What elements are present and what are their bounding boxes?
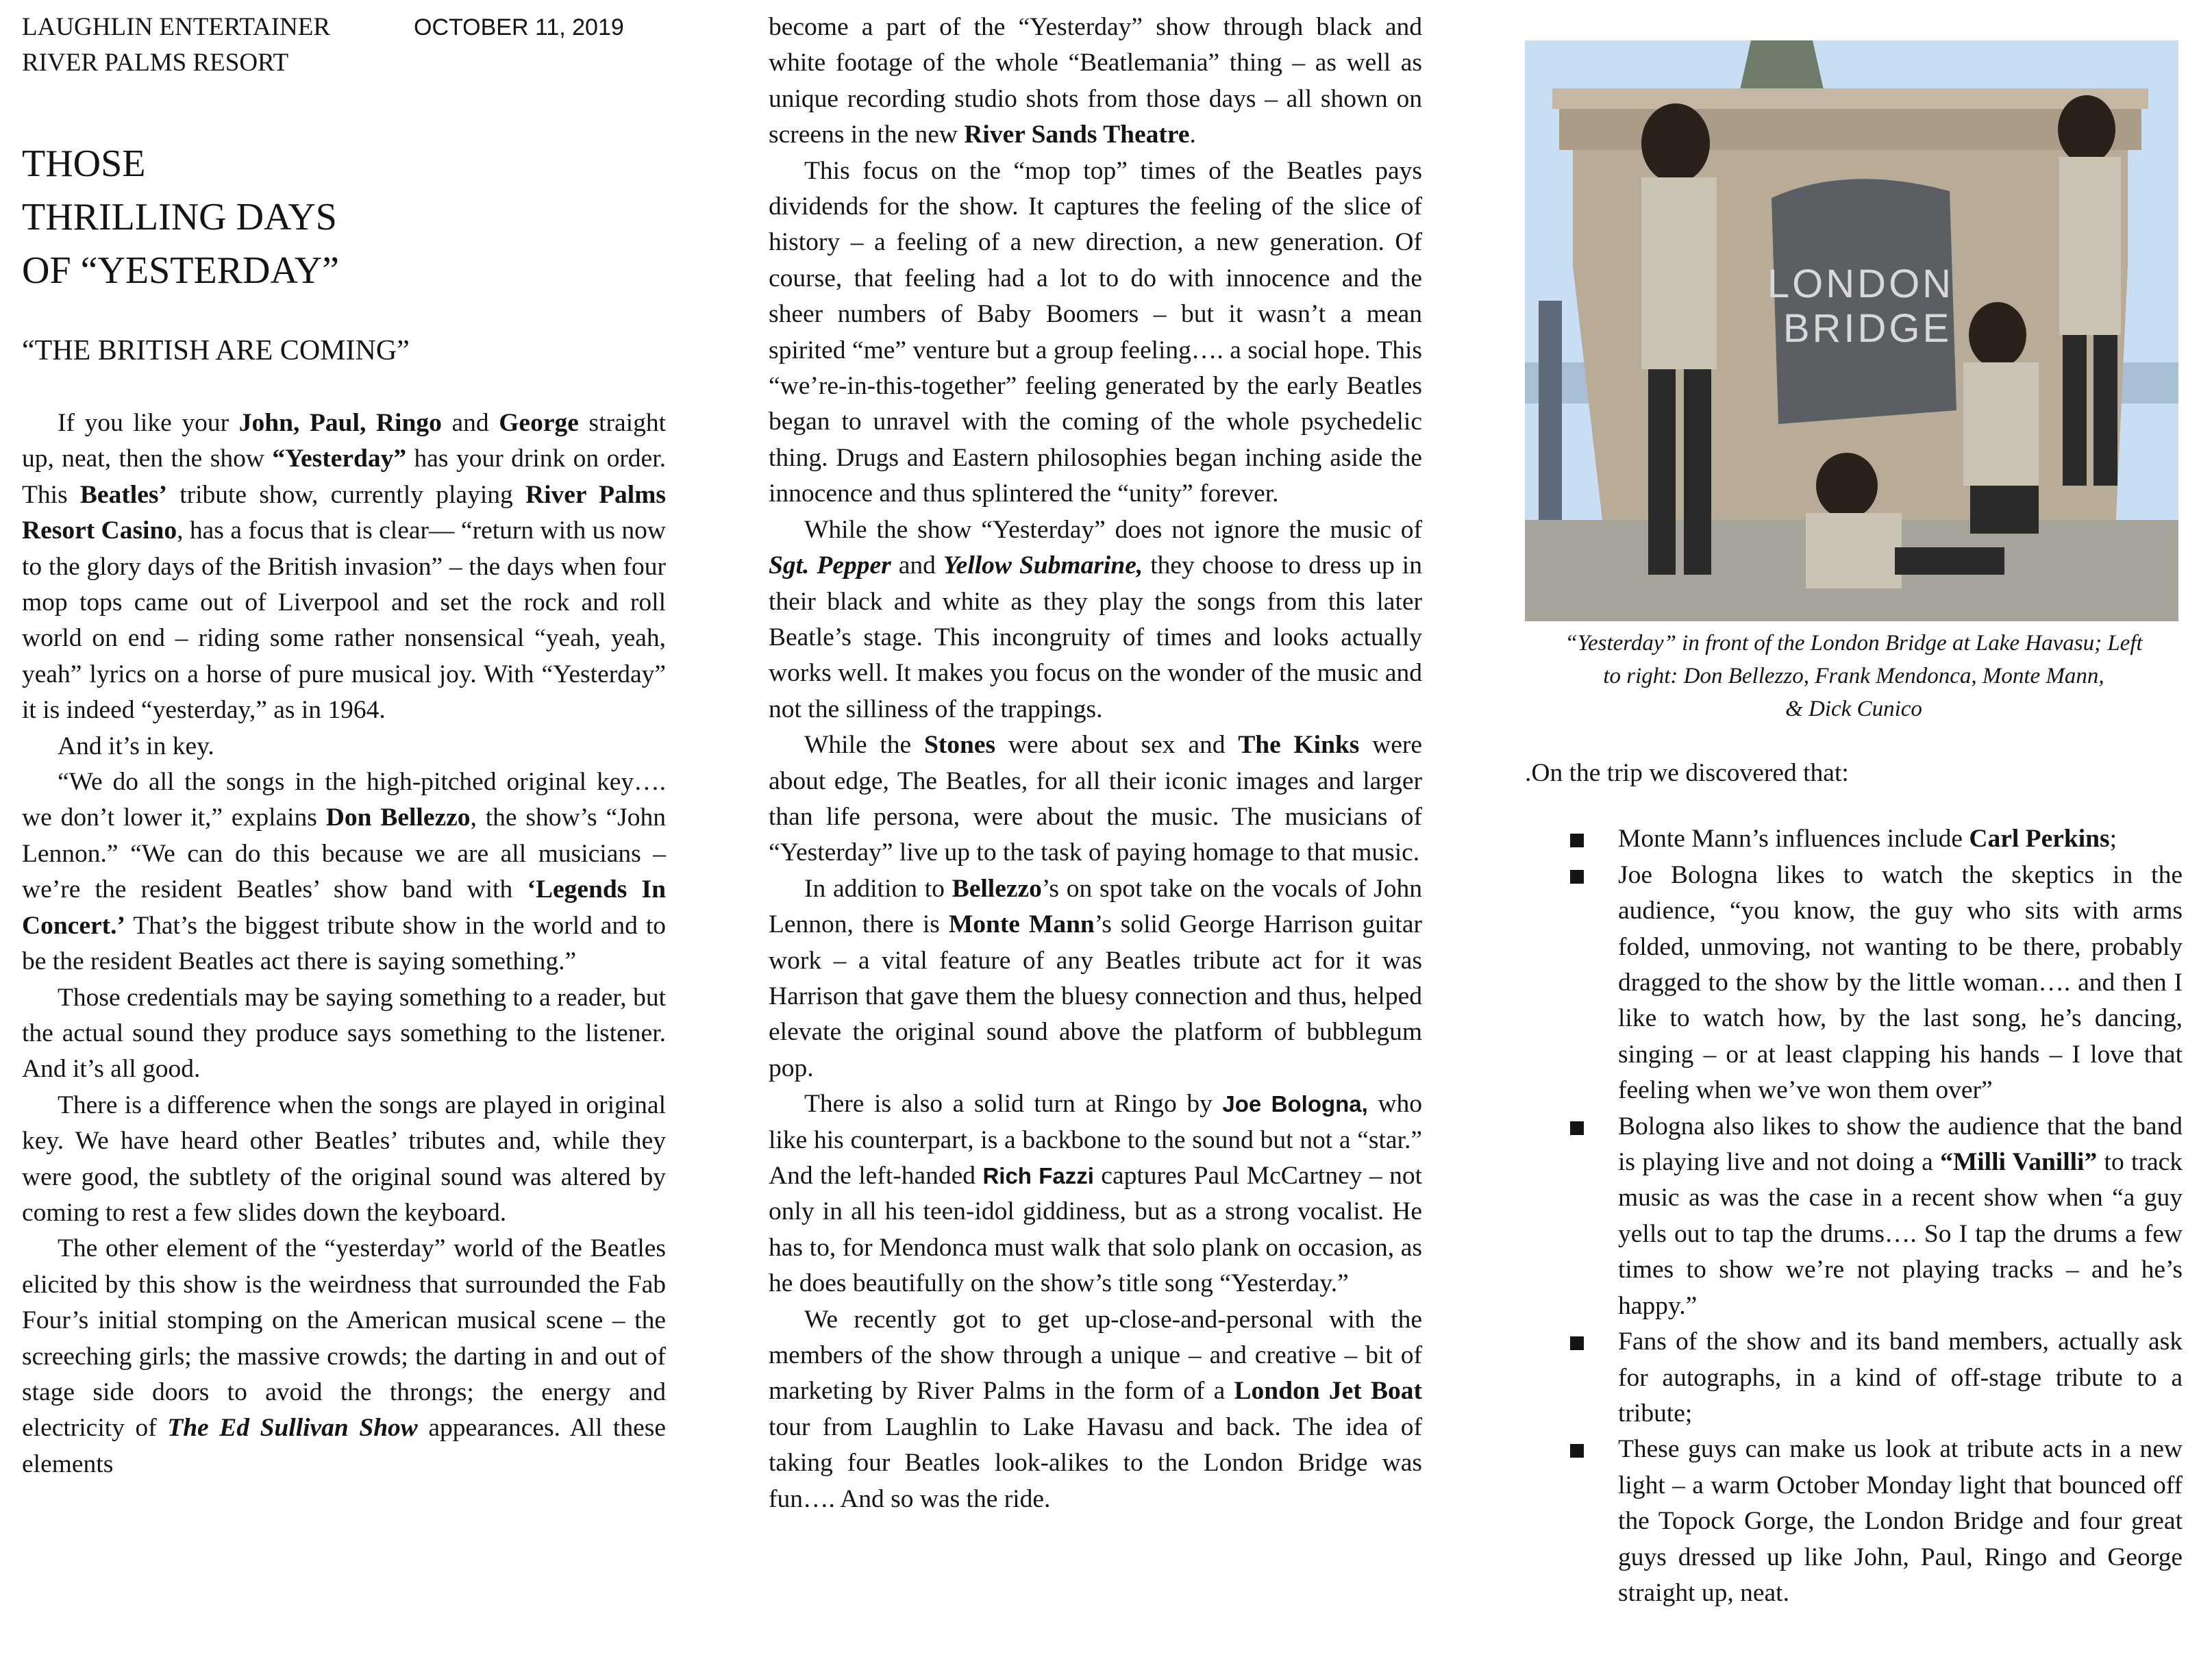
band-photo — [1525, 40, 2178, 621]
headline — [22, 137, 666, 297]
list-item: Bologna also likes to show the audience that the band is playing live and not doing a “Milli Vanilli” to track music as was the case in a recent show when “a guy yells out to tap the drums…. So I tap the drums a few times to show we’re not playing tracks – and he’s happy.” — [1525, 1109, 2183, 1324]
photo-caption — [1525, 627, 2183, 725]
column-1 — [22, 10, 666, 1482]
paragraph: become a part of the “Yesterday” show through black and white footage of the whole “Beatlemania” thing – as well as unique recording studio shots from those days – all shown on screens in the new River Sands Theatre. — [769, 13, 1422, 149]
paragraph: “We do all the songs in the high-pitched original key…. we don’t lower it,” explains Don Bellezzo, the show’s “John Lennon.” “We can do this because we are all musicians – we’re the resident Beatles’ show band with ‘Legends In Concert.’ That’s the biggest tribute show in the world and to be the resident Beatles act there is saying something.” — [22, 768, 666, 976]
paragraph: There is a difference when the songs are played in original key. We have heard other Beatles’ tributes and, while they were good, the subtlety of the original sound was altered by coming to rest a few slides down the keyboard. — [22, 1091, 666, 1227]
column-3 — [1525, 10, 2183, 1611]
discovery-list — [1525, 821, 2183, 1611]
paragraph: While the show “Yesterday” does not ignore the music of Sgt. Pepper and Yellow Submarine, they choose to dress up in their black and white as they play the songs from this later Beatle’s stage. This incongruity of times and looks actually works well. It makes you focus on the wonder of the music and not the silliness of the trappings. — [769, 515, 1422, 723]
bullet-square-icon — [1570, 1444, 1584, 1458]
sign-line-1: LONDON — [1767, 262, 1954, 306]
masthead — [22, 10, 666, 82]
paragraph: While the Stones were about sex and The Kinks were about edge, The Beatles, for all their iconic images and larger than life persona, were about the music. The musicians of “Yesterday” live up to the task of paying homage to that music. — [769, 731, 1423, 867]
paragraph: We recently got to get up-close-and-personal with the members of the show through a unique – and creative – bit of marketing by River Palms in the form of a London Jet Boat tour from Laughlin to Lake Havasu and back. The idea of taking four Beatles look-alikes to the London Bridge was fun…. And so was the ride. — [769, 1305, 1422, 1513]
paragraph: If you like your John, Paul, Ringo and George straight up, neat, then the show “Yesterday” has your drink on order. This Beatles’ tribute show, currently playing River Palms Resort Casino, has a focus that is clear— “return with us now to the glory days of the British invasion” – the days when four mop tops came out of Liverpool and set the rock and roll world on end – riding some rather nonsensical “yeah, yeah, yeah” lyrics on a horse of pure musical joy. With “Yesterday” it is indeed “yesterday,” as in 1964. — [22, 409, 667, 725]
column-2 — [769, 10, 1422, 1517]
list-item: Monte Mann’s influences include Carl Perkins; — [1525, 821, 2183, 857]
headline-line: THOSE — [22, 142, 146, 185]
bullet-square-icon — [1570, 1336, 1584, 1350]
paragraph: This focus on the “mop top” times of the Beatles pays dividends for the show. It captures the feeling of the slice of history – a feeling of a new direction, a new generation. Of course, that feeling had a lot to do with innocence and the sheer numbers of Baby Boomers – but it wasn’t a mean spirited “me” venture but a group feeling…. a social hope. This “we’re-in-this-together” feeling generated by the early Beatles began to unravel with the coming of the whole psychedelic thing. Drugs and Eastern philosophies began inching aside the innocence and thus splintered the “unity” forever. — [769, 156, 1422, 508]
bullet-square-icon — [1570, 1121, 1584, 1135]
caption-line: “Yesterday” in front of the London Bridge at Lake Havasu; Left — [1565, 631, 2143, 656]
article-body-col1 — [22, 406, 666, 1482]
publication-date: OCTOBER 11, 2019 — [414, 14, 624, 40]
paragraph: And it’s in key. — [58, 732, 214, 760]
list-item: These guys can make us look at tribute acts in a new light – a warm October Monday light that bounced off the Topock Gorge, the London Bridge and four great guys dressed up like John, Paul, Ringo and George straight up, neat. — [1525, 1432, 2183, 1611]
venue-name: RIVER PALMS RESORT — [22, 49, 289, 77]
publication-name: LAUGHLIN ENTERTAINER — [22, 13, 331, 41]
band-photo-illustration — [1525, 40, 2178, 621]
paragraph: Those credentials may be saying something to a reader, but the actual sound they produce says something to the listener. And it’s all good. — [22, 983, 666, 1084]
paragraph: In addition to Bellezzo’s on spot take on the vocals of John Lennon, there is Monte Mann’s solid George Harrison guitar work – a vital feature of any Beatles tribute act for it was Harrison that gave them the bluesy connection and thus, helped elevate the original sound above the platform of bubblegum pop. — [769, 874, 1422, 1082]
list-item: Joe Bologna likes to watch the skeptics in the audience, “you know, the guy who sits with arms folded, unmoving, not wanting to be there, probably dragged to the show by the little woman…. and then I like to watch how, by the last song, he’s dancing, singing – or at least clapping his hands – I love that feeling when we’ve won them over” — [1525, 858, 2183, 1109]
bullet-square-icon — [1570, 870, 1584, 884]
headline-line: OF “YESTERDAY” — [22, 249, 340, 292]
kicker-heading: “THE BRITISH ARE COMING” — [22, 335, 410, 366]
list-item: Fans of the show and its band members, actually ask for autographs, in a kind of off-stage tribute to a tribute; — [1525, 1324, 2183, 1432]
headline-line: THRILLING DAYS — [22, 196, 337, 238]
caption-line: & Dick Cunico — [1785, 697, 1922, 721]
bullet-list-intro: .On the trip we discovered that: — [1525, 759, 1849, 787]
paragraph: There is also a solid turn at Ringo by Joe Bologna, who like his counterpart, is a backbone to the sound but not a “star.” And the left-handed Rich Fazzi captures Paul McCartney – not only in all his teen-idol giddiness, but as a strong vocalist. He has to, for Mendonca must walk that solo plank on occasion, as he does beautifully on the show’s title song “Yesterday.” — [769, 1090, 1423, 1298]
caption-line: to right: Don Bellezzo, Frank Mendonca, Monte Mann, — [1603, 664, 2104, 688]
paragraph: The other element of the “yesterday” world of the Beatles elicited by this show is the weirdness that surrounded the Fab Four’s initial stomping on the American musical scene – the screeching girls; the massive crowds; the darting in and out of stage side doors to avoid the throngs; the energy and electricity of The Ed Sullivan Show appearances. All these elements — [22, 1234, 666, 1478]
bullet-square-icon — [1570, 834, 1584, 847]
sign-line-2: BRIDGE — [1782, 306, 1952, 351]
